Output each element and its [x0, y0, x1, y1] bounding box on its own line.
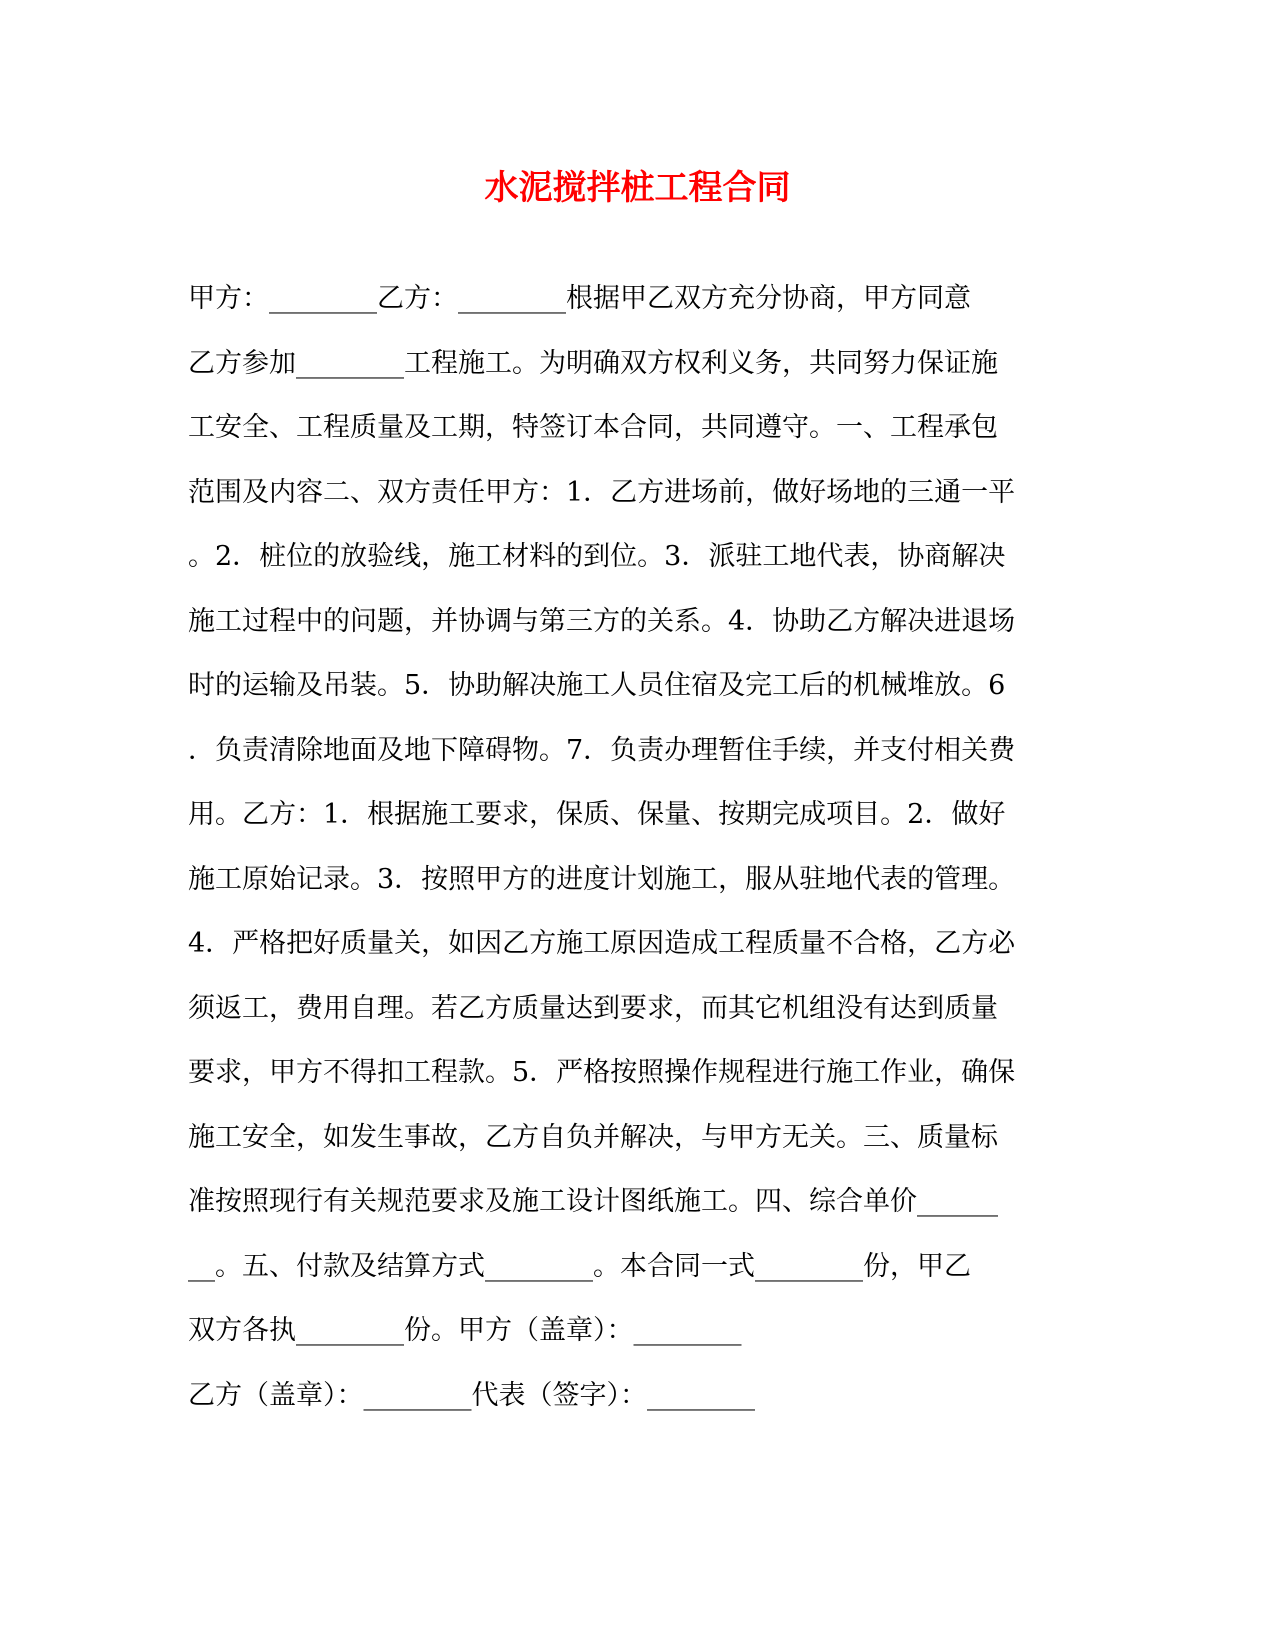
body-line: 施工过程中的问题，并协调与第三方的关系。4．协助乙方解决进退场 [188, 605, 1016, 637]
contract-body [188, 284, 1088, 1445]
body-line: 范围及内容二、双方责任甲方：1．乙方进场前，做好场地的三通一平 [188, 476, 1016, 508]
body-line: 甲方：________乙方：________根据甲乙双方充分协商，甲方同意 [188, 283, 971, 314]
body-line: 工安全、工程质量及工期，特签订本合同，共同遵守。一、工程承包 [188, 412, 998, 443]
document-title: 水泥搅拌桩工程合同 [484, 168, 791, 208]
body-line: __。五、付款及结算方式________。本合同一式________份，甲乙 [188, 1250, 971, 1282]
body-line: 4．严格把好质量关，如因乙方施工原因造成工程质量不合格，乙方必 [188, 928, 1016, 959]
body-line: 要求，甲方不得扣工程款。5．严格按照操作规程进行施工作业，确保 [188, 1057, 1016, 1088]
body-line: 须返工，费用自理。若乙方质量达到要求，而其它机组没有达到质量 [188, 992, 998, 1024]
signature-line: 乙方（盖章）：________代表（签字）：________ [188, 1379, 755, 1411]
body-line: 准按照现行有关规范要求及施工设计图纸施工。四、综合单价______ [188, 1186, 998, 1217]
body-line: 施工原始记录。3．按照甲方的进度计划施工，服从驻地代表的管理。 [188, 863, 1016, 895]
body-line: 双方各执________份。甲方（盖章）：________ [188, 1315, 742, 1346]
body-line: 施工安全，如发生事故，乙方自负并解决，与甲方无关。三、质量标 [188, 1121, 998, 1153]
body-line: 时的运输及吊装。5．协助解决施工人员住宿及完工后的机械堆放。6 [188, 670, 1006, 701]
body-line: 乙方参加________工程施工。为明确双方权利义务，共同努力保证施 [188, 347, 998, 379]
body-line: ．负责清除地面及地下障碍物。7．负责办理暂住手续，并支付相关费 [188, 734, 1016, 766]
body-line: 用。乙方：1．根据施工要求，保质、保量、按期完成项目。2．做好 [188, 799, 1006, 830]
body-line: 。2．桩位的放验线，施工材料的到位。3．派驻工地代表，协商解决 [188, 541, 1006, 572]
